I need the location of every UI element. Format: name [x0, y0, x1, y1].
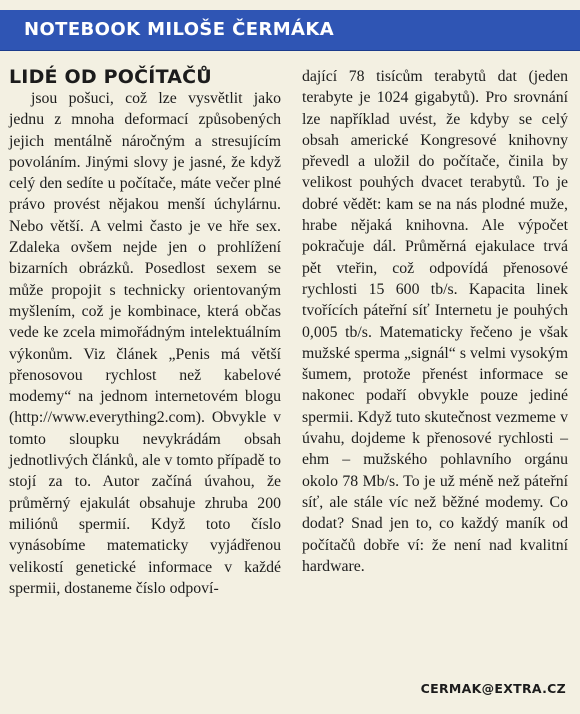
- article-paragraph-left: jsou pošuci, což lze vysvětlit jako jednu z mnoha deformací způsobených jejich mentálně náročným a stresujícím povoláním. Jinými slovy je jasné, že když celý den sedíte u počítače, máte večer plné právo provést nějakou menší úchylárnu. Nebo větší. A velmi často je ve hře sex. Zdaleka ovšem nejde jen o prohlížení bizarních obrázků. Posedlost sexem se může propojit s technicky orientovaným myšlením, což je kombinace, která občas vede ke zcela mimořádným intelektuálním výkonům. Viz článek „Penis má větší přenosovou rychlost než kabelové modemy“ na jednom internetovém blogu (http://www.everything2.com). Obvykle v tomto sloupku nevykrádám obsah jednotlivých článků, ale v tomto případě to stojí za to. Autor začíná úvahou, že průměrný ejakulát obsahuje zhruba 200 miliónů spermií. Když toto číslo vynásobíme matematicky vyjádřenou velikostí genetické informace v každé spermii, dostaneme číslo odpoví-: [9, 90, 281, 597]
- header-band: [0, 0, 580, 56]
- section-title: NOTEBOOK MILOŠE ČERMÁKA: [24, 19, 335, 40]
- article-column-left: [9, 66, 281, 599]
- article-paragraph-right: dající 78 tisícům terabytů dat (jeden terabyte je 1024 gigabytů). Pro srovnání lze například uvést, že kdyby se celý obsah americké Kongresové knihovny převedl a uložil do počítače, činila by velikost pouhých dvacet terabytů. To je dobré vědět: kam se na nás plodné muže, hrabe nějaká knihovna. Ale výpočet pokračuje dál. Průměrná ejakulace trvá pět vteřin, což odpovídá přenosové rychlosti 15 600 tb/s. Kapacita linek tvořících páteřní síť Internetu je pouhých 0,005 tb/s. Matematicky řečeno je však mužské sperma „signál“ s velmi vysokým šumem, protože přenést informace se nakonec podaří obvykle pouze jediné spermii. Když tuto skutečnost vezmeme v úvahu, dojdeme k přenosové rychlosti – ehm – mužského pohlavního orgánu okolo 78 Mb/s. To je už méně než páteřní síť, ale stále víc než běžné modemy. Co dodat? Snad jen to, co každý maník od počítačů dobře ví: že není nad kvalitní hardware.: [302, 68, 568, 575]
- author-email-byline: CERMAK@EXTRA.CZ: [420, 681, 566, 696]
- article-column-right: [302, 66, 568, 577]
- article: [0, 56, 580, 714]
- article-headline: LIDÉ OD POČÍTAČŮ: [9, 66, 212, 88]
